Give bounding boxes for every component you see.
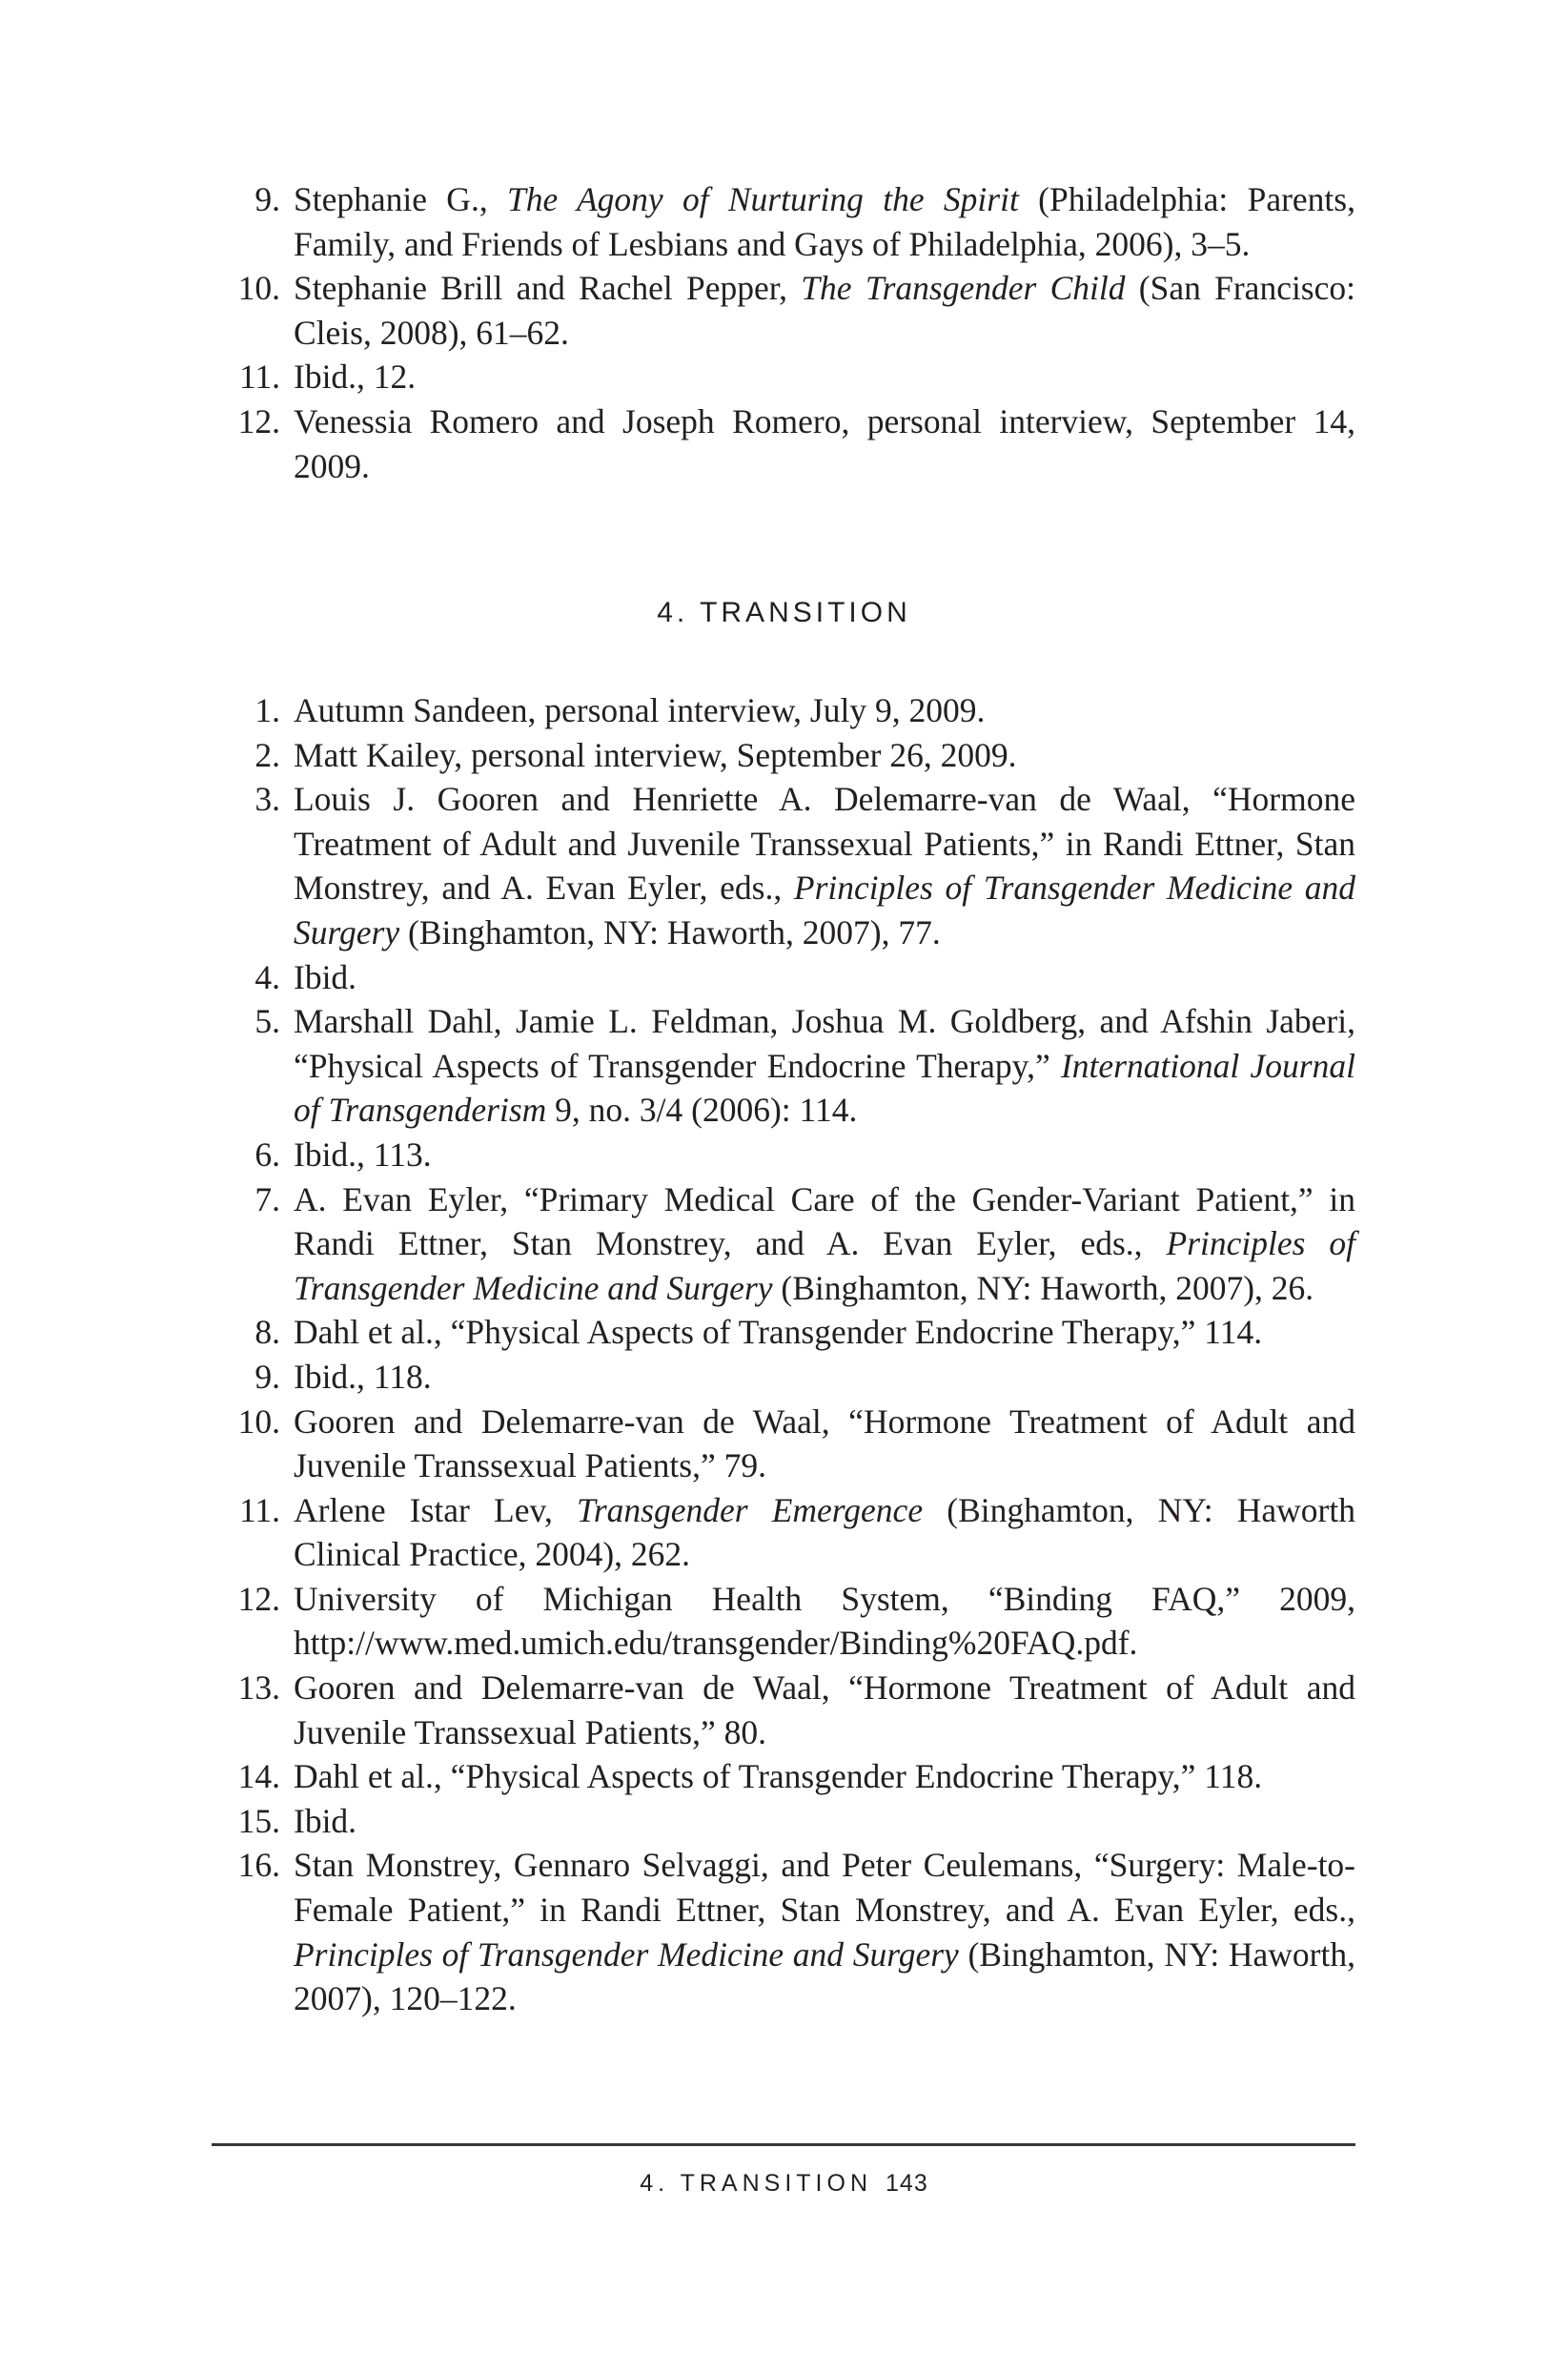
- note-text: [294, 358, 416, 396]
- text-run: Autumn Sandeen, personal interview, July 9, 2009.: [294, 691, 986, 729]
- note-text: [294, 1491, 1355, 1574]
- text-run: Gooren and Delemarre-van de Waal, “Hormone Treatment of Adult and Juvenile Transsexual Patients,” 80.: [294, 1668, 1355, 1751]
- text-run: Ibid., 118.: [294, 1357, 432, 1396]
- note-item: [217, 999, 1355, 1133]
- note-text: [294, 780, 1355, 951]
- notes-list-previous-chapter: [217, 177, 1355, 488]
- note-text: [294, 1668, 1355, 1751]
- text-run: A. Evan Eyler, “Primary Medical Care of the Gender-Variant Patient,” in Randi Ettner, Stan Monstrey, and A. Evan Eyler, eds.,: [294, 1179, 1355, 1263]
- text-run: Dahl et al., “Physical Aspects of Transgender Endocrine Therapy,” 118.: [294, 1757, 1263, 1796]
- section-heading: 4. TRANSITION: [657, 597, 911, 628]
- notes-list-transition: [217, 688, 1355, 2021]
- note-item: [217, 1400, 1355, 1488]
- note-number: 7.: [255, 1179, 280, 1218]
- italic-title: International Journal of Transgenderism: [294, 1046, 1355, 1130]
- text-run: (Binghamton, NY: Haworth, 2007), 26.: [772, 1268, 1314, 1307]
- note-item: [217, 355, 1355, 399]
- note-text: [294, 1136, 432, 1174]
- note-item: [217, 777, 1355, 954]
- page-number: 143: [886, 2170, 928, 2197]
- italic-title: The Transgender Child: [801, 269, 1126, 308]
- note-number: 14.: [237, 1757, 280, 1796]
- note-text: [294, 1757, 1262, 1795]
- text-run: Gooren and Delemarre-van de Waal, “Hormone Treatment of Adult and Juvenile Transsexual Patients,” 79.: [294, 1402, 1355, 1485]
- text-run: Ibid.: [294, 957, 357, 996]
- note-text: [294, 691, 985, 729]
- text-run: Louis J. Gooren and Henriette A. Delemarre-van de Waal, “Hormone Treatment of Adult and Juvenile Transsexual Patients,” in Randi Ettner, Stan Monstrey, and A. Evan Eyler, eds.,: [294, 780, 1355, 908]
- note-item: [217, 1754, 1355, 1799]
- note-text: [294, 1580, 1355, 1663]
- note-number: 10.: [237, 269, 280, 308]
- note-number: 12.: [237, 401, 280, 440]
- note-item: [217, 688, 1355, 733]
- note-text: [294, 402, 1355, 485]
- text-run: Stan Monstrey, Gennaro Selvaggi, and Peter Ceulemans, “Surgery: Male-to-Female Patient,” in Randi Ettner, Stan Monstrey, and A. Evan Eyler, eds.,: [294, 1846, 1355, 1930]
- note-item: [217, 1799, 1355, 1844]
- italic-title: Transgender Emergence: [577, 1490, 924, 1529]
- note-item: [217, 177, 1355, 266]
- note-number: 11.: [238, 358, 280, 397]
- note-item: [217, 1843, 1355, 2020]
- note-item: [217, 1177, 1355, 1311]
- note-item: [217, 1666, 1355, 1754]
- note-item: [217, 733, 1355, 778]
- note-item: [217, 1488, 1355, 1577]
- running-head: 4. TRANSITION: [640, 2170, 873, 2197]
- text-run: (Binghamton, NY: Haworth Clinical Practice, 2004), 262.: [294, 1490, 1355, 1574]
- italic-title: Principles of Transgender Medicine and Surgery: [294, 1224, 1356, 1307]
- note-number: 12.: [237, 1579, 280, 1618]
- note-text: [294, 1002, 1355, 1129]
- footer-rule: [212, 2143, 1355, 2146]
- note-item: [217, 1577, 1355, 1666]
- note-text: [294, 1180, 1355, 1307]
- note-text: [294, 736, 1016, 774]
- note-number: 1.: [255, 691, 280, 729]
- text-run: (Binghamton, NY: Haworth, 2007), 77.: [399, 912, 941, 951]
- text-run: Ibid.: [294, 1801, 357, 1840]
- note-number: 11.: [238, 1490, 280, 1529]
- note-number: 3.: [255, 780, 280, 819]
- note-text: [294, 1802, 356, 1840]
- text-run: Arlene Istar Lev,: [294, 1490, 578, 1529]
- note-text: [294, 1313, 1262, 1351]
- note-item: [217, 1133, 1355, 1177]
- italic-title: The Agony of Nurturing the Spirit: [507, 180, 1019, 218]
- text-run: Matt Kailey, personal interview, September 26, 2009.: [294, 735, 1017, 774]
- note-number: 15.: [237, 1801, 280, 1840]
- note-number: 9.: [255, 180, 280, 218]
- note-number: 5.: [255, 1002, 280, 1041]
- italic-title: Principles of Transgender Medicine and Surgery: [294, 1934, 959, 1974]
- text-run: (Binghamton, NY: Haworth, 2007), 120–122.: [294, 1934, 1355, 2018]
- note-text: [294, 1402, 1355, 1485]
- text-run: University of Michigan Health System, “Binding FAQ,” 2009, http://www.med.umich.edu/transgender/Binding%20FAQ.pdf.: [294, 1579, 1355, 1663]
- note-item: [217, 1355, 1355, 1400]
- text-run: (Philadelphia: Parents, Family, and Friends of Lesbians and Gays of Philadelphia, 2006), 3–5.: [294, 180, 1355, 263]
- note-number: 2.: [255, 735, 280, 774]
- note-item: [217, 266, 1355, 355]
- text-run: Stephanie G.,: [294, 180, 508, 218]
- note-number: 10.: [237, 1402, 280, 1441]
- text-run: 9, no. 3/4 (2006): 114.: [546, 1091, 858, 1130]
- text-run: Ibid., 12.: [294, 358, 417, 397]
- note-text: [294, 180, 1355, 263]
- note-text: [294, 1358, 432, 1396]
- text-run: Stephanie Brill and Rachel Pepper,: [294, 269, 802, 308]
- text-run: (San Francisco: Cleis, 2008), 61–62.: [294, 269, 1355, 352]
- note-number: 16.: [237, 1846, 280, 1885]
- text-run: Ibid., 113.: [294, 1135, 432, 1174]
- page-footer: [0, 2170, 1568, 2198]
- text-run: Venessia Romero and Joseph Romero, personal interview, September 14, 2009.: [294, 401, 1355, 485]
- italic-title: Principles of Transgender Medicine and Surgery: [294, 869, 1356, 951]
- note-number: 6.: [255, 1135, 280, 1174]
- note-number: 13.: [237, 1668, 280, 1708]
- note-number: 8.: [255, 1313, 280, 1352]
- text-run: Marshall Dahl, Jamie L. Feldman, Joshua M. Goldberg, and Afshin Jaberi, “Physical Aspects of Transgender Endocrine Therapy,”: [294, 1002, 1355, 1085]
- note-text: [294, 1846, 1355, 2017]
- text-run: Dahl et al., “Physical Aspects of Transgender Endocrine Therapy,” 114.: [294, 1313, 1263, 1352]
- note-text: [294, 269, 1355, 352]
- note-item: [217, 1310, 1355, 1355]
- note-item: [217, 399, 1355, 488]
- note-item: [217, 955, 1355, 1000]
- note-number: 4.: [255, 957, 280, 996]
- note-text: [294, 958, 356, 996]
- note-number: 9.: [255, 1357, 280, 1396]
